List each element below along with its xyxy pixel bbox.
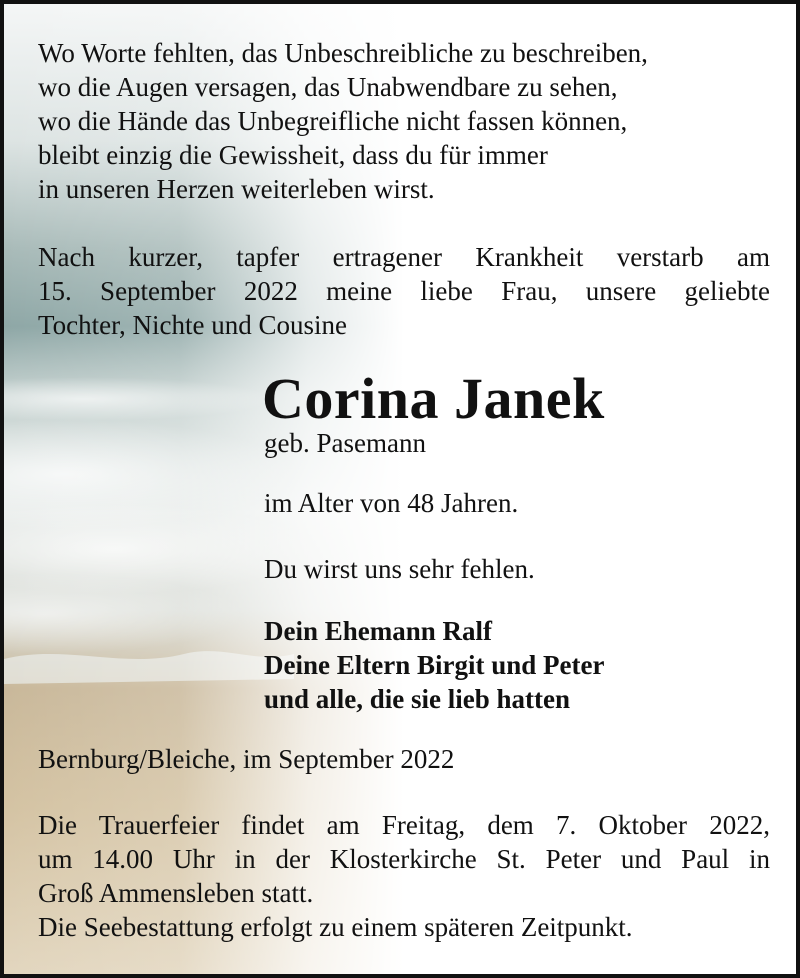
poem-line: wo die Augen versagen, das Unabwendbare zu sehen,: [38, 72, 618, 102]
age-text: im Alter von 48 Jahren.: [264, 488, 519, 518]
poem-line: in unseren Herzen weiterleben wirst.: [38, 174, 435, 204]
birth-name: geb. Pasemann: [264, 428, 426, 458]
death-notice-text: [38, 240, 770, 342]
mourner-line: Deine Eltern Birgit und Peter: [264, 650, 605, 680]
farewell-text: Du wirst uns sehr fehlen.: [264, 554, 535, 584]
service-line: Die Trauerfeier findet am Freitag, dem 7. Oktober 2022,: [38, 810, 770, 840]
service-line: Groß Ammensleben statt.: [38, 878, 314, 908]
service-line: um 14.00 Uhr in der Klosterkirche St. Peter und Paul in: [38, 844, 770, 874]
poem-line: Wo Worte fehlten, das Unbeschreibliche zu beschreiben,: [38, 38, 648, 68]
service-line: Die Seebestattung erfolgt zu einem späteren Zeitpunkt.: [38, 912, 633, 942]
mourner-line: und alle, die sie lieb hatten: [264, 684, 571, 714]
notice-line: 15. September 2022 meine liebe Frau, unsere geliebte: [38, 276, 770, 306]
place-and-date: Bernburg/Bleiche, im September 2022: [38, 744, 455, 774]
deceased-name: Corina Janek: [262, 366, 605, 431]
poem-block: [38, 36, 648, 206]
poem-line: bleibt einzig die Gewissheit, dass du für immer: [38, 140, 548, 170]
mourners-list: [264, 614, 604, 716]
mourner-line: Dein Ehemann Ralf: [264, 616, 493, 646]
funeral-service-info: [38, 808, 770, 944]
poem-line: wo die Hände das Unbegreifliche nicht fassen können,: [38, 106, 628, 136]
notice-line: Tochter, Nichte und Cousine: [38, 310, 347, 340]
notice-line: Nach kurzer, tapfer ertragener Krankheit verstarb am: [38, 242, 770, 272]
